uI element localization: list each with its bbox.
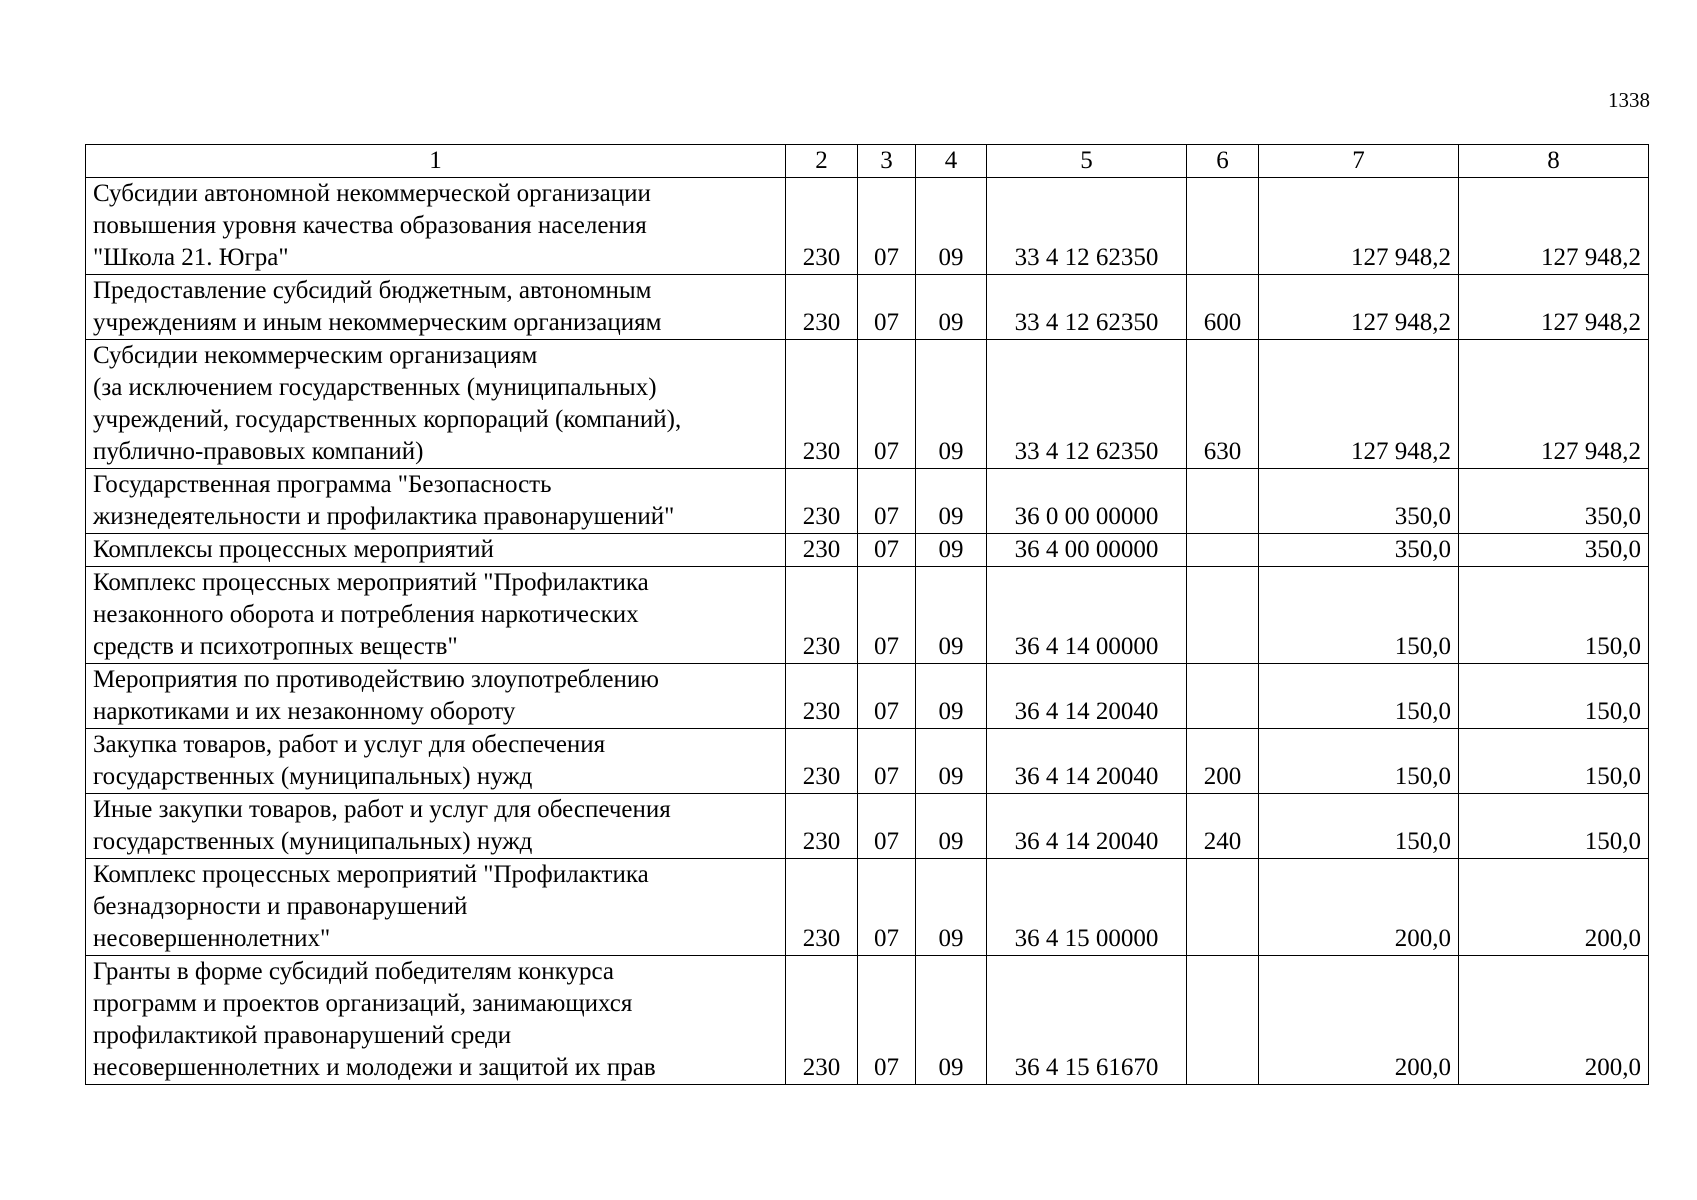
amount-cell: 127 948,2 — [1459, 275, 1649, 340]
row-name-cell — [86, 859, 786, 956]
table-row — [86, 275, 1649, 340]
ministry-code-cell: 230 — [786, 534, 858, 567]
row-name-line: Государственная программа "Безопасность — [93, 471, 552, 498]
section-code-cell: 07 — [858, 469, 916, 534]
amount-cell: 200,0 — [1259, 956, 1459, 1085]
column-header: 6 — [1187, 145, 1259, 178]
row-name-line: публично-правовых компаний) — [93, 438, 424, 465]
row-name-line: государственных (муниципальных) нужд — [93, 763, 533, 790]
row-name-cell — [86, 567, 786, 664]
table-row — [86, 664, 1649, 729]
amount-cell: 127 948,2 — [1259, 275, 1459, 340]
column-header: 3 — [858, 145, 916, 178]
ministry-code-cell: 230 — [786, 664, 858, 729]
page-number: 1338 — [1608, 88, 1650, 112]
subsection-code-cell: 09 — [916, 664, 987, 729]
expense-type-cell: 240 — [1187, 794, 1259, 859]
expense-type-cell — [1187, 956, 1259, 1085]
table-row — [86, 729, 1649, 794]
subsection-code-cell: 09 — [916, 794, 987, 859]
section-code-cell: 07 — [858, 859, 916, 956]
ministry-code-cell: 230 — [786, 794, 858, 859]
amount-cell: 150,0 — [1259, 794, 1459, 859]
row-name-line: учреждениям и иным некоммерческим организациям — [93, 309, 662, 336]
expense-type-cell — [1187, 859, 1259, 956]
section-code-cell: 07 — [858, 275, 916, 340]
row-name-line: программ и проектов организаций, занимающихся — [93, 990, 633, 1017]
expense-type-cell — [1187, 178, 1259, 275]
amount-cell: 127 948,2 — [1459, 340, 1649, 469]
subsection-code-cell: 09 — [916, 178, 987, 275]
amount-cell: 150,0 — [1459, 729, 1649, 794]
row-name-line: несовершеннолетних" — [93, 925, 331, 952]
row-name-line: Закупка товаров, работ и услуг для обеспечения — [93, 731, 606, 758]
expense-type-cell — [1187, 534, 1259, 567]
row-name-line: повышения уровня качества образования населения — [93, 212, 647, 239]
section-code-cell: 07 — [858, 794, 916, 859]
table-row — [86, 178, 1649, 275]
table-row — [86, 340, 1649, 469]
subsection-code-cell: 09 — [916, 534, 987, 567]
table-row — [86, 859, 1649, 956]
ministry-code-cell: 230 — [786, 340, 858, 469]
section-code-cell: 07 — [858, 340, 916, 469]
target-article-cell: 36 4 14 20040 — [987, 794, 1187, 859]
subsection-code-cell: 09 — [916, 859, 987, 956]
row-name-line: Субсидии автономной некоммерческой организации — [93, 180, 651, 207]
row-name-cell — [86, 178, 786, 275]
ministry-code-cell: 230 — [786, 178, 858, 275]
target-article-cell: 36 4 15 61670 — [987, 956, 1187, 1085]
row-name-line: Комплекс процессных мероприятий "Профилактика — [93, 569, 649, 596]
ministry-code-cell: 230 — [786, 729, 858, 794]
row-name-line: незаконного оборота и потребления наркотических — [93, 601, 639, 628]
subsection-code-cell: 09 — [916, 567, 987, 664]
subsection-code-cell: 09 — [916, 729, 987, 794]
amount-cell: 350,0 — [1459, 469, 1649, 534]
row-name-cell — [86, 534, 786, 567]
amount-cell: 127 948,2 — [1259, 340, 1459, 469]
row-name-line: Комплекс процессных мероприятий "Профилактика — [93, 861, 649, 888]
amount-cell: 150,0 — [1459, 794, 1649, 859]
target-article-cell: 33 4 12 62350 — [987, 178, 1187, 275]
expense-type-cell: 200 — [1187, 729, 1259, 794]
amount-cell: 350,0 — [1459, 534, 1649, 567]
row-name-line: жизнедеятельности и профилактика правонарушений" — [93, 503, 675, 530]
ministry-code-cell: 230 — [786, 567, 858, 664]
ministry-code-cell: 230 — [786, 275, 858, 340]
section-code-cell: 07 — [858, 178, 916, 275]
column-header: 2 — [786, 145, 858, 178]
row-name-line: Гранты в форме субсидий победителям конкурса — [93, 958, 614, 985]
section-code-cell: 07 — [858, 664, 916, 729]
row-name-line: учреждений, государственных корпораций (компаний), — [93, 406, 682, 433]
row-name-line: Иные закупки товаров, работ и услуг для обеспечения — [93, 796, 671, 823]
ministry-code-cell: 230 — [786, 469, 858, 534]
ministry-code-cell: 230 — [786, 956, 858, 1085]
column-header: 1 — [86, 145, 786, 178]
ministry-code-cell: 230 — [786, 859, 858, 956]
row-name-line: Комплексы процессных мероприятий — [93, 536, 494, 563]
column-header: 8 — [1459, 145, 1649, 178]
amount-cell: 150,0 — [1259, 664, 1459, 729]
row-name-line: средств и психотропных веществ" — [93, 633, 458, 660]
amount-cell: 150,0 — [1259, 729, 1459, 794]
amount-cell: 150,0 — [1259, 567, 1459, 664]
amount-cell: 200,0 — [1259, 859, 1459, 956]
row-name-cell — [86, 469, 786, 534]
row-name-line: Субсидии некоммерческим организациям — [93, 342, 538, 369]
target-article-cell: 36 0 00 00000 — [987, 469, 1187, 534]
subsection-code-cell: 09 — [916, 956, 987, 1085]
row-name-line: Предоставление субсидий бюджетным, автономным — [93, 277, 652, 304]
table-row — [86, 956, 1649, 1085]
amount-cell: 350,0 — [1259, 534, 1459, 567]
amount-cell: 350,0 — [1259, 469, 1459, 534]
subsection-code-cell: 09 — [916, 275, 987, 340]
row-name-line: Мероприятия по противодействию злоупотреблению — [93, 666, 659, 693]
target-article-cell: 33 4 12 62350 — [987, 340, 1187, 469]
amount-cell: 127 948,2 — [1459, 178, 1649, 275]
expense-type-cell — [1187, 567, 1259, 664]
table-row — [86, 534, 1649, 567]
column-header: 4 — [916, 145, 987, 178]
target-article-cell: 36 4 14 20040 — [987, 664, 1187, 729]
row-name-cell — [86, 664, 786, 729]
target-article-cell: 36 4 14 20040 — [987, 729, 1187, 794]
row-name-cell — [86, 340, 786, 469]
subsection-code-cell: 09 — [916, 340, 987, 469]
table-row — [86, 567, 1649, 664]
amount-cell: 127 948,2 — [1259, 178, 1459, 275]
row-name-line: государственных (муниципальных) нужд — [93, 828, 533, 855]
row-name-line: несовершеннолетних и молодежи и защитой их прав — [93, 1054, 656, 1081]
expense-type-cell — [1187, 469, 1259, 534]
amount-cell: 200,0 — [1459, 956, 1649, 1085]
row-name-cell — [86, 956, 786, 1085]
target-article-cell: 36 4 14 00000 — [987, 567, 1187, 664]
row-name-line: профилактикой правонарушений среди — [93, 1022, 512, 1049]
section-code-cell: 07 — [858, 729, 916, 794]
amount-cell: 150,0 — [1459, 664, 1649, 729]
row-name-cell — [86, 729, 786, 794]
row-name-cell — [86, 794, 786, 859]
target-article-cell: 36 4 00 00000 — [987, 534, 1187, 567]
section-code-cell: 07 — [858, 567, 916, 664]
row-name-line: "Школа 21. Югра" — [93, 244, 289, 271]
section-code-cell: 07 — [858, 956, 916, 1085]
row-name-line: (за исключением государственных (муниципальных) — [93, 374, 657, 401]
row-name-line: безнадзорности и правонарушений — [93, 893, 468, 920]
amount-cell: 200,0 — [1459, 859, 1649, 956]
target-article-cell: 33 4 12 62350 — [987, 275, 1187, 340]
row-name-line: наркотиками и их незаконному обороту — [93, 698, 516, 725]
row-name-cell — [86, 275, 786, 340]
expense-type-cell: 630 — [1187, 340, 1259, 469]
section-code-cell: 07 — [858, 534, 916, 567]
expense-type-cell — [1187, 664, 1259, 729]
target-article-cell: 36 4 15 00000 — [987, 859, 1187, 956]
subsection-code-cell: 09 — [916, 469, 987, 534]
budget-table — [85, 144, 1649, 1085]
column-number-header-row — [86, 145, 1649, 178]
expense-type-cell: 600 — [1187, 275, 1259, 340]
column-header: 7 — [1259, 145, 1459, 178]
amount-cell: 150,0 — [1459, 567, 1649, 664]
table-row — [86, 794, 1649, 859]
table-row — [86, 469, 1649, 534]
column-header: 5 — [987, 145, 1187, 178]
